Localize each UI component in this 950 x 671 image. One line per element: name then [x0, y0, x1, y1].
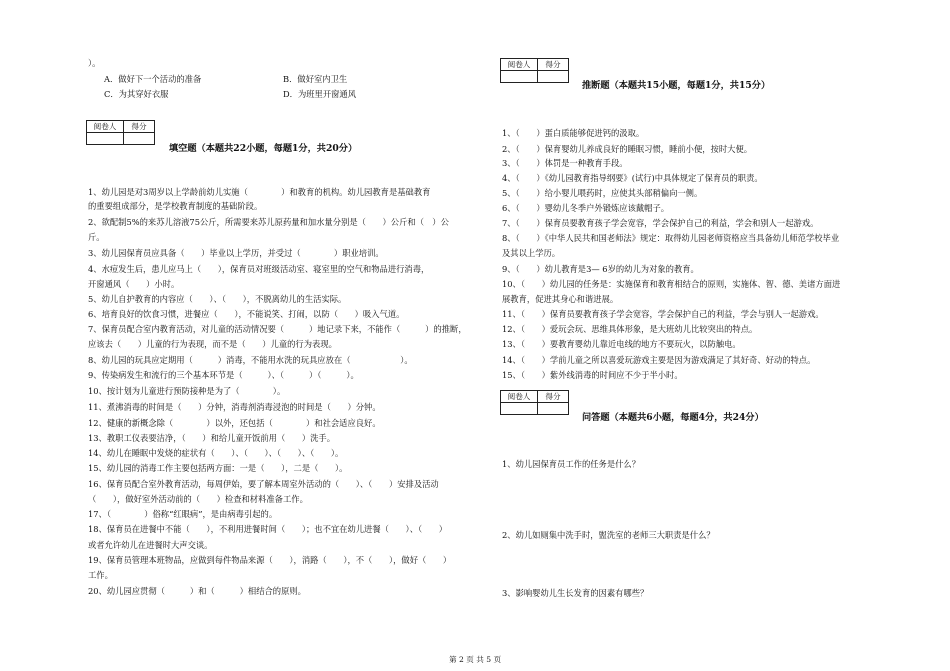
fill-line: 8、幼儿园的玩具应定期用（ ）消毒，不能用水洗的玩具应放在（ ）。: [88, 355, 413, 365]
judge-line: 9、（ ）幼儿教育是3— 6岁的幼儿为对象的教育。: [502, 264, 699, 274]
score-cell: [124, 133, 155, 145]
judge-line: 11、（ ）保育员要教育孩子学会宽容，学会保护自己的利益，学会与别人一起游戏。: [502, 309, 824, 319]
qa-question: 1、幼儿园保育员工作的任务是什么？: [502, 459, 641, 469]
fill-line: 15、幼儿园的消毒工作主要包括两方面：一是（ ），二是（ ）。: [88, 463, 348, 473]
judge-line: 2、（ ）保育婴幼儿养成良好的睡眠习惯，睡前小便，按时大便。: [502, 144, 753, 154]
reviewer-cell: [501, 71, 538, 83]
reviewer-label: 阅卷人: [87, 121, 124, 133]
reviewer-cell: [87, 133, 124, 145]
score-box-fill: [86, 120, 155, 145]
judge-line: 3、（ ）体罚是一种教育手段。: [502, 158, 628, 168]
score-cell: [538, 403, 569, 415]
judge-line: 14、（ ）学前儿童之所以喜爱玩游戏主要是因为游戏满足了其好奇、好动的特点。: [502, 355, 816, 365]
page-footer: 第 2 页 共 5 页: [448, 655, 502, 664]
score-label: 得分: [538, 391, 569, 403]
judge-line: 13、（ ）要教育婴幼儿靠近电线的地方不要玩火，以防触电。: [502, 339, 741, 349]
fill-line: 4、水痘发生后，患儿应马上（ ），保育员对班级活动室、寝室里的空气和物品进行消毒，: [88, 264, 430, 274]
judge-line: 12、（ ）爱玩会玩、思维具体形象，是大班幼儿比较突出的特点。: [502, 324, 758, 334]
fill-line: 19、保育员管理本班物品，应做到每件物品来源（ ），消路（ ），不（ ），做好（ ）: [88, 555, 452, 565]
option-b: B．做好室内卫生: [283, 74, 348, 84]
judge-line: 10、（ ）幼儿园的任务是：实施保育和教育相结合的原则，实施体、智、德、美诸方面进: [502, 279, 841, 289]
fill-line: 或者允许幼儿在进餐时大声交谈。: [88, 540, 213, 550]
judge-line: 8、（ ）《中华人民共和国老师法》规定：取得幼儿园老师资格应当具备幼儿师范学校毕业: [502, 233, 840, 243]
score-label: 得分: [538, 59, 569, 71]
fill-line: 7、保育员配合室内教育活动，对儿童的活动情况要（ ）地记录下来，不能作（ ）的推断，: [88, 324, 467, 334]
judge-line: 展教育，促进其身心和谐进展。: [502, 294, 619, 304]
judge-line: 7、（ ）保育员要教育孩子学会宽容，学会保护自己的利益，学会和别人一起游戏。: [502, 218, 819, 228]
fill-line: 的重要组成部分，是学校教育制度的基础阶段。: [88, 201, 263, 211]
fill-line: 10、按计划为儿童进行预防接种是为了（ ）。: [88, 386, 286, 396]
fill-line: 9、传染病发生和流行的三个基本环节是（ ）、（ ）（ ）。: [88, 370, 359, 380]
fill-line: 14、幼儿在睡眠中发烧的症状有（ ）、（ ）、（ ）、（ ）。: [88, 448, 344, 458]
option-a: A．做好下一个活动的准备: [104, 74, 202, 84]
qa-question: 3、影响婴幼儿生长发育的因素有哪些？: [502, 588, 649, 598]
score-cell: [538, 71, 569, 83]
judge-line: 15、（ ）紫外线消毒的时间应不少于半小时。: [502, 370, 683, 380]
fill-line: 开窗通风（ ）小时。: [88, 279, 180, 289]
fill-line: 应该去（ ）儿童的行为表现，而不是（ ）儿童的行为表现。: [88, 339, 337, 349]
fill-section-title: 填空题（本题共22小题，每题1分，共20分）: [169, 143, 358, 154]
fill-line: 斤。: [88, 232, 105, 242]
judge-line: 5、（ ）给小婴儿喂药时，应使其头部稍偏向一侧。: [502, 188, 703, 198]
fill-line: 3、幼儿园保育员应具备（ ）毕业以上学历，并受过（ ）职业培训。: [88, 248, 384, 258]
fill-line: 2、欲配制5%的来苏儿溶液75公斤，所需要来苏儿原药量和加水量分别是（ ）公斤和（ ）公: [88, 217, 449, 227]
reviewer-label: 阅卷人: [501, 391, 538, 403]
prev-question-tail: ）。: [88, 58, 101, 68]
fill-line: 11、煮沸消毒的时间是（ ）分钟，消毒剂消毒浸泡的时间是（ ）分钟。: [88, 402, 381, 412]
fill-line: 5、幼儿自护教育的内容应（ ）、（ ），不脱离幼儿的生活实际。: [88, 294, 347, 304]
fill-line: 12、健康的新概念除（ ）以外，还包括（ ）和社会适应良好。: [88, 418, 381, 428]
fill-line: 1、幼儿园是对3周岁以上学龄前幼儿实施（ ）和教育的机构。幼儿园教育是基础教育: [88, 187, 431, 197]
option-d: D．为班里开窗通风: [283, 89, 357, 99]
score-box-qa: [500, 390, 569, 415]
fill-line: 16、保育员配合室外教育活动，每周伊始，要了解本周室外活动的（ ）、（ ）安排及活动: [88, 479, 439, 489]
fill-line: 18、保育员在进餐中不能（ ），不利用进餐时间（ ）；也不宜在幼儿进餐（ ）、（ ）: [88, 524, 448, 534]
judge-line: 及其以上学历。: [502, 248, 561, 258]
fill-line: 6、培育良好的饮食习惯，进餐应（ ），不能说笑、打闹，以防（ ）吸入气道。: [88, 309, 405, 319]
qa-section-title: 问答题（本题共6小题，每题4分，共24分）: [582, 412, 764, 423]
reviewer-cell: [501, 403, 538, 415]
option-c: C．为其穿好衣服: [104, 89, 169, 99]
judge-section-title: 推断题（本题共15小题，每题1分，共15分）: [582, 80, 771, 91]
fill-line: 13、教职工仪表要洁净，（ ）和给儿童开饭前用（ ）洗手。: [88, 433, 336, 443]
fill-line: 17、（ ）俗称“红眼病”，是由病毒引起的。: [88, 509, 278, 519]
judge-line: 1、（ ）蛋白质能够促进钙的汲取。: [502, 128, 645, 138]
judge-line: 6、（ ）婴幼儿冬季户外锻炼应该戴帽子。: [502, 203, 670, 213]
qa-question: 2、幼儿如厕集中洗手时，盥洗室的老师三大职责是什么？: [502, 530, 715, 540]
reviewer-label: 阅卷人: [501, 59, 538, 71]
judge-line: 4、（ ）《幼儿园教育指导纲要》(试行)中具体规定了保育员的职责。: [502, 173, 763, 183]
score-label: 得分: [124, 121, 155, 133]
fill-line: 工作。: [88, 570, 113, 580]
fill-line: 20、幼儿园应贯彻（ ）和（ ）相结合的原则。: [88, 586, 306, 596]
score-box-judge: [500, 58, 569, 83]
fill-line: （ ），做好室外活动前的（ ）检查和材料准备工作。: [88, 494, 308, 504]
